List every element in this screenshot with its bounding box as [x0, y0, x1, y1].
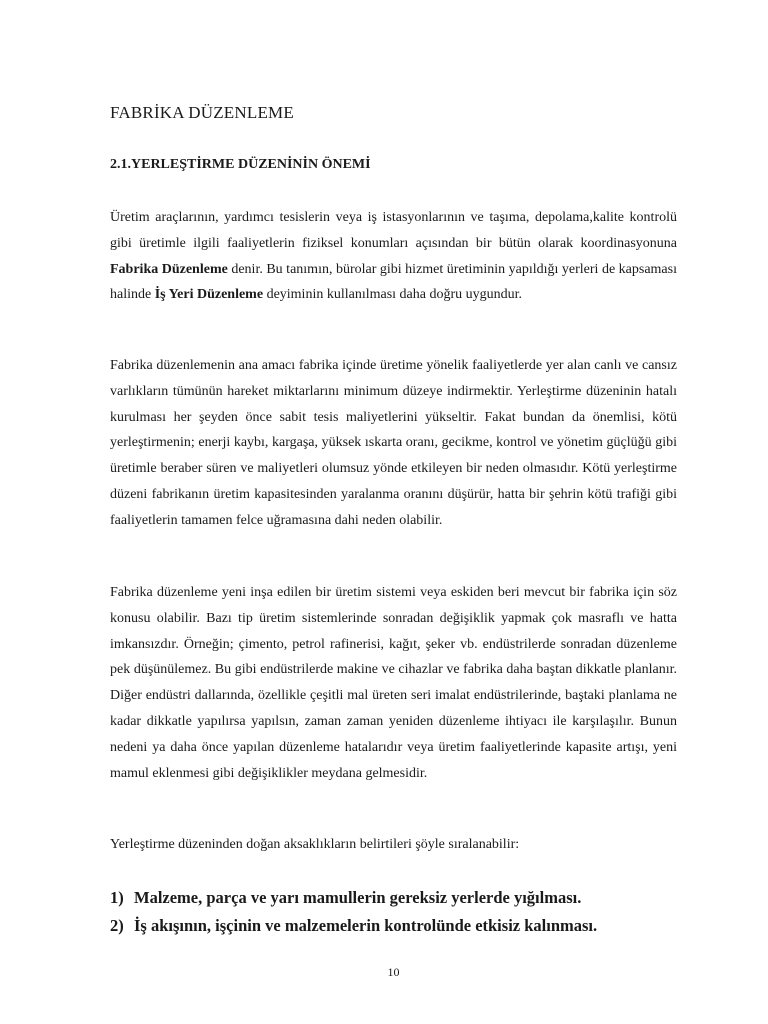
paragraph-text: deyiminin kullanılması daha doğru uygundur. [263, 287, 523, 303]
section-heading: 2.1.YERLEŞTİRME DÜZENİNİN ÖNEMİ [110, 157, 371, 172]
paragraph-symptoms-intro: Yerleştirme düzeninden doğan aksaklıkların belirtileri şöyle sıralanabilir: [110, 837, 520, 852]
paragraph-text: denir. Bu tanımın, bürolar gibi hizmet üretiminin yapıldığı yerleri de kapsaması halinde [110, 261, 677, 303]
bold-term-fabrika-duzenleme: Fabrika Düzenleme [110, 261, 228, 277]
paragraph-text: Üretim araçlarının, yardımcı tesislerin veya iş istasyonlarının ve taşıma, depolama,kalite kontrolü gibi üretimle ilgili faaliyetlerin fiziksel konumları açısından bir bütün olarak koordinasyonuna [110, 210, 677, 251]
list-item-text: İş akışının, işçinin ve malzemelerin kontrolünde etkisiz kalınması. [134, 916, 598, 935]
page-number: 10 [387, 965, 400, 979]
paragraph-definition [110, 205, 677, 308]
list-item [110, 884, 677, 912]
bold-term-is-yeri-duzenleme: İş Yeri Düzenleme [154, 287, 264, 303]
symptoms-list [110, 884, 677, 940]
list-item-text: Malzeme, parça ve yarı mamullerin gereksiz yerlerde yığılması. [134, 888, 582, 907]
list-item-number: 1) [110, 888, 124, 907]
document-title: FABRİKA DÜZENLEME [110, 103, 294, 122]
list-item-number: 2) [110, 916, 124, 935]
list-item [110, 912, 677, 940]
paragraph-applicability: Fabrika düzenleme yeni inşa edilen bir üretim sistemi veya eskiden beri mevcut bir fabrika için söz konusu olabilir. Bazı tip üretim sistemlerinde sonradan değişiklik yapmak çok masraflı ve hatta imkansızdır. Örneğin; çimento, petrol rafinerisi, kağıt, şeker vb. endüstrilerde sonradan düzenleme pek düşünülemez. Bu gibi endüstrilerde makine ve cihazlar ve fabrika daha baştan dikkatle planlanır. Diğer endüstri dallarında, özellikle çeşitli mal üreten seri imalat endüstrilerinde, baştaki planlama ne kadar dikkatle yapılırsa yapılsın, zaman zaman yeniden düzenleme ihtiyacı ile karşılaşılır. Bunun nedeni ya daha önce yapılan düzenleme hatalarıdır veya üretim faaliyetlerinde kapasite artışı, yeni mamul eklenmesi gibi değişiklikler meydana gelmesidir. [110, 585, 677, 781]
paragraph-purpose: Fabrika düzenlemenin ana amacı fabrika içinde üretime yönelik faaliyetlerde yer alan canlı ve cansız varlıkların tümünün hareket miktarlarını minimum düzeye indirmektir. Yerleştirme düzeninin hatalı kurulması her şeyden önce sabit tesis maliyetlerini yükseltir. Fakat bundan da önemlisi, kötü yerleştirmenin; enerji kaybı, kargaşa, yüksek ıskarta oranı, gecikme, kontrol ve yönetim güçlüğü gibi üretimle beraber süren ve maliyetleri olumsuz yönde etkileyen bir neden olmasıdır. Kötü yerleştirme düzeni fabrikanın üretim kapasitesinden yaralanma oranını düşürür, hatta bir şehrin kötü trafiği gibi faaliyetlerin tamamen felce uğramasına dahi neden olabilir. [110, 358, 677, 528]
